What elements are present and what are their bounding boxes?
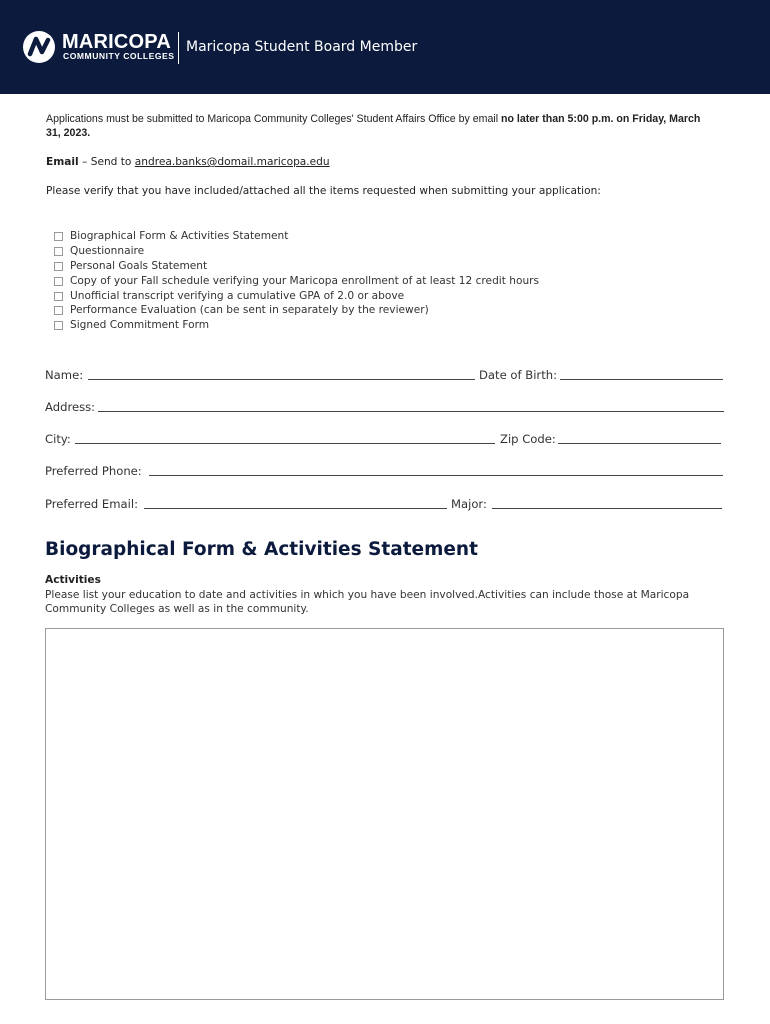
address-field[interactable]: [98, 411, 724, 412]
phone-field[interactable]: [149, 475, 723, 476]
brand-divider: [178, 32, 179, 64]
checkbox[interactable]: [54, 321, 63, 330]
checklist-item[interactable]: [54, 259, 539, 274]
address-label: Address:: [45, 400, 96, 414]
checklist-item[interactable]: [54, 229, 539, 244]
brand-subtitle: COMMUNITY COLLEGES: [63, 51, 175, 61]
checklist-item[interactable]: [54, 274, 539, 289]
zip-label: Zip Code:: [500, 432, 556, 446]
email-label: Email: [46, 156, 79, 168]
name-label: Name:: [45, 368, 84, 382]
maricopa-logo-icon: [22, 30, 56, 64]
checklist-item[interactable]: [54, 303, 539, 318]
page-header: [0, 0, 770, 94]
checkbox[interactable]: [54, 262, 63, 271]
email-link[interactable]: andrea.banks@domail.maricopa.edu: [134, 156, 330, 168]
checkbox[interactable]: [54, 306, 63, 315]
preferred-email-label: Preferred Email:: [45, 497, 138, 511]
checklist-label: Performance Evaluation (can be sent in separately by the reviewer): [70, 304, 429, 317]
checklist-item[interactable]: [54, 318, 539, 333]
checkbox[interactable]: [54, 277, 63, 286]
dob-label: Date of Birth:: [479, 368, 557, 382]
checklist-label: Unofficial transcript verifying a cumulative GPA of 2.0 or above: [70, 289, 405, 302]
checklist-label: Questionnaire: [70, 244, 145, 257]
page-title: Maricopa Student Board Member: [186, 39, 418, 55]
city-label: City:: [45, 432, 71, 446]
zip-field[interactable]: [558, 443, 721, 444]
checklist-label: Signed Commitment Form: [70, 319, 210, 332]
activities-label: Activities: [45, 574, 101, 586]
verify-instructions: Please verify that you have included/attached all the items requested when submitting your application:: [46, 185, 601, 197]
checklist-item[interactable]: [54, 244, 539, 259]
activities-textarea[interactable]: [45, 628, 724, 1000]
name-field[interactable]: [88, 379, 475, 380]
checklist-item[interactable]: [54, 289, 539, 304]
major-label: Major:: [451, 497, 487, 511]
checklist-label: Biographical Form & Activities Statement: [70, 230, 289, 242]
activities-description: Please list your education to date and activities in which you have been involved.Activities can include those at Maricopa Community Colleges as well as in the community.: [45, 589, 690, 615]
major-field[interactable]: [492, 508, 722, 509]
checklist-label: Copy of your Fall schedule verifying your Maricopa enrollment of at least 12 credit hours: [70, 274, 540, 287]
section-heading: Biographical Form & Activities Statement: [45, 539, 478, 560]
phone-label: Preferred Phone:: [45, 464, 142, 478]
instructions-text: Applications must be submitted to Maricopa Community Colleges' Student Affairs Office by email: [46, 113, 502, 125]
checkbox[interactable]: [54, 247, 63, 256]
requirements-checklist: [54, 229, 539, 333]
city-field[interactable]: [75, 443, 495, 444]
checklist-label: Personal Goals Statement: [70, 259, 208, 272]
checkbox[interactable]: [54, 292, 63, 301]
checkbox[interactable]: [54, 232, 63, 241]
preferred-email-field[interactable]: [144, 508, 447, 509]
submission-instructions: [46, 112, 706, 140]
brand-name: MARICOPA: [62, 31, 172, 53]
email-text: – Send to: [78, 156, 135, 168]
email-instructions: [46, 155, 330, 169]
dob-field[interactable]: [560, 379, 723, 380]
deadline-text: no later than 5:00 p.m. on Friday, March 31, 2023.: [46, 113, 701, 139]
